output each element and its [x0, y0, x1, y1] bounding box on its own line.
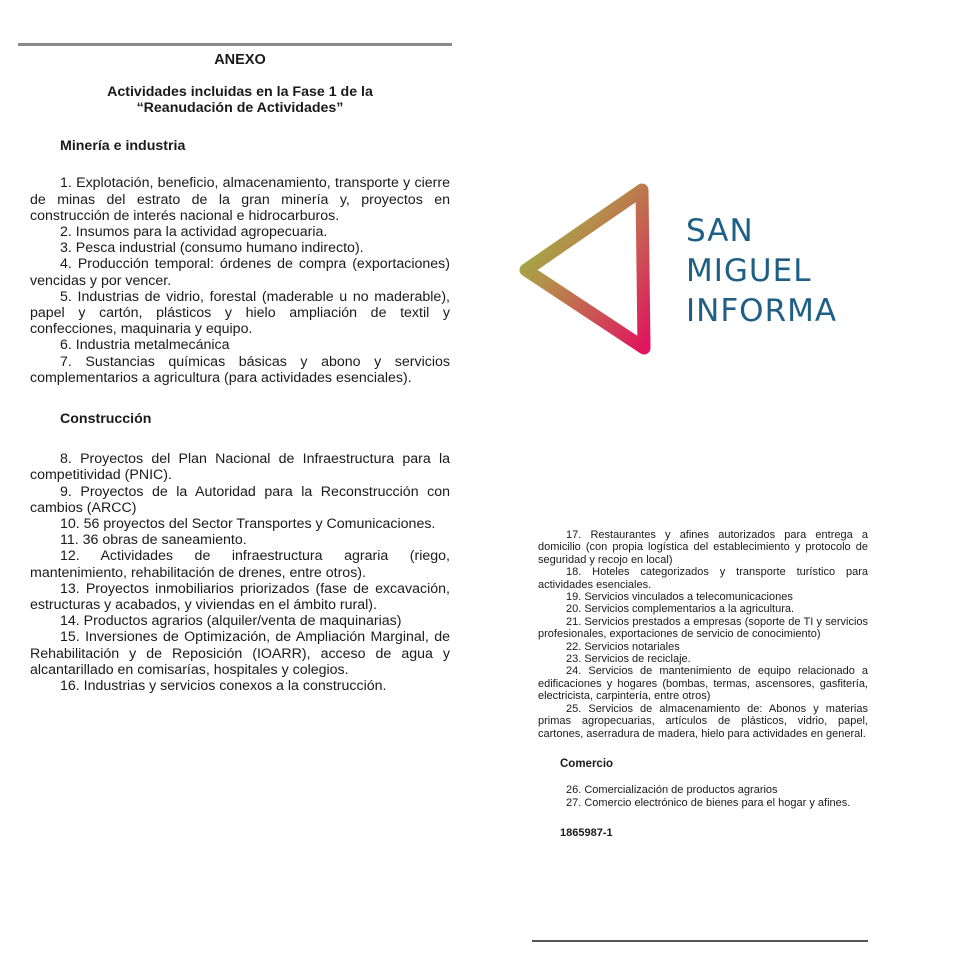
- annex-right-column: [538, 529, 868, 840]
- list-item: 12. Actividades de infraestructura agraria (riego, mantenimiento, rehabilitación de drenes, entre otros).: [30, 548, 450, 581]
- list-item: 14. Productos agrarios (alquiler/venta de maquinarias): [60, 613, 402, 630]
- list-item: 8. Proyectos del Plan Nacional de Infraestructura para la competitividad (PNIC).: [30, 451, 450, 484]
- list-item: 17. Restaurantes y afines autorizados para entrega a domicilio (con propia logística del establecimiento y protocolo de seguridad y recojo en local): [538, 529, 868, 566]
- list-item: 16. Industrias y servicios conexos a la construcción.: [60, 678, 387, 695]
- list-item: 13. Proyectos inmobiliarios priorizados (fase de excavación, estructuras y acabados, y viviendas en el ámbito rural).: [30, 580, 450, 614]
- list-item: 15. Inversiones de Optimización, de Ampliación Marginal, de Rehabilitación y de Reposición (IOARR), acceso de agua y alcantarillado en comisarías, hospitales y colegios.: [30, 629, 450, 678]
- list-item: 19. Servicios vinculados a telecomunicaciones: [566, 591, 793, 604]
- annex-subtitle: [30, 84, 450, 116]
- servicios-items: [538, 529, 868, 740]
- list-item: 10. 56 proyectos del Sector Transportes y Comunicaciones.: [60, 516, 436, 533]
- list-item: 24. Servicios de mantenimiento de equipo relacionado a edificaciones y hogares (bombas, termas, ascensores, gasfitería, electricista, carpintería, entre otros): [538, 665, 868, 703]
- annex-heading: ANEXO: [214, 52, 266, 68]
- annex-left-column: [30, 44, 450, 694]
- triangle-play-icon: [512, 178, 662, 373]
- section-title-construccion: Construcción: [60, 411, 152, 428]
- logo-line-informa: INFORMA: [686, 293, 838, 329]
- list-item: 11. 36 obras de saneamiento.: [60, 532, 247, 549]
- document-code: 1865987-1: [560, 827, 613, 840]
- list-item: 1. Explotación, beneficio, almacenamiento, transporte y cierre de minas del estrato de la gran minería y, proyectos en construcción de interés nacional e hidrocarburos.: [30, 175, 450, 224]
- list-item: 6. Industria metalmecánica: [60, 337, 230, 354]
- list-item: 4. Producción temporal: órdenes de compra (exportaciones) vencidas y por vencer.: [30, 256, 450, 289]
- logo-wordmark: [686, 211, 837, 331]
- bottom-rule: [532, 940, 868, 942]
- list-item: 20. Servicios complementarios a la agricultura.: [566, 603, 795, 616]
- mineria-items: [30, 175, 450, 386]
- list-item: 25. Servicios de almacenamiento de: Abonos y materias primas agropecuarias, artículos de plásticos, vidrio, papel, cartones, aserradura de madera, hielo para actividades en general.: [538, 702, 868, 740]
- section-title-comercio: Comercio: [560, 757, 614, 770]
- logo-line-san: SAN: [686, 213, 754, 249]
- annex-subtitle-line1: Actividades incluidas en la Fase 1 de la: [107, 84, 373, 101]
- annex-subtitle-line2: “Reanudación de Actividades”: [136, 100, 344, 117]
- list-item: 2. Insumos para la actividad agropecuaria.: [60, 224, 328, 241]
- list-item: 26. Comercialización de productos agrarios: [566, 784, 778, 797]
- list-item: 7. Sustancias químicas básicas y abono y servicios complementarios a agricultura (para actividades esenciales).: [30, 353, 450, 386]
- list-item: 23. Servicios de reciclaje.: [566, 653, 691, 666]
- list-item: 21. Servicios prestados a empresas (soporte de TI y servicios profesionales, exportaciones de servicio de conocimiento): [538, 615, 868, 641]
- list-item: 22. Servicios notariales: [566, 640, 680, 653]
- logo-line-miguel: MIGUEL: [686, 253, 812, 289]
- list-item: 3. Pesca industrial (consumo humano indirecto).: [60, 240, 364, 257]
- list-item: 27. Comercio electrónico de bienes para el hogar y afines.: [566, 796, 851, 809]
- list-item: 5. Industrias de vidrio, forestal (maderable u no maderable), papel y cartón, plásticos y hielo ampliación de textil y confecciones, maquinaria y equipo.: [30, 288, 450, 338]
- construccion-items: [30, 451, 450, 694]
- comercio-items: [538, 784, 868, 809]
- section-title-mineria: Minería e industria: [60, 138, 186, 155]
- list-item: 9. Proyectos de la Autoridad para la Reconstrucción con cambios (ARCC): [30, 483, 450, 516]
- list-item: 18. Hoteles categorizados y transporte turístico para actividades esenciales.: [538, 566, 868, 591]
